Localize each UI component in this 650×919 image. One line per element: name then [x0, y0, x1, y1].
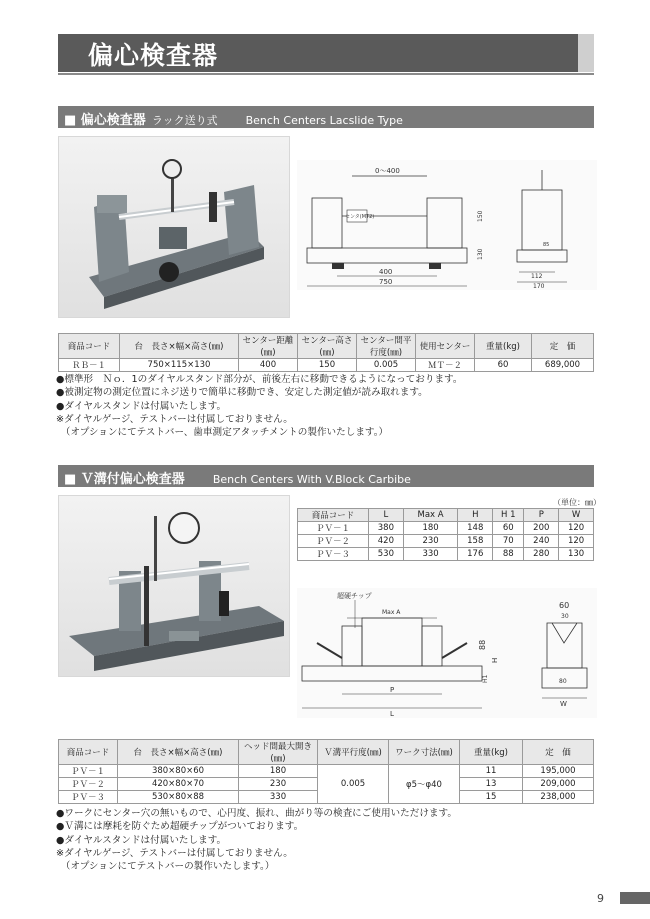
- bench-center-dimension-drawing: [297, 160, 597, 290]
- cell-h1: 88: [493, 548, 524, 561]
- label-h1: H1: [482, 674, 489, 683]
- section2-spec-table: [58, 739, 594, 804]
- cell-p: 240: [524, 535, 559, 548]
- note-line: ●ダイヤルスタンドは付属いたします。: [56, 834, 227, 846]
- label-80: 80: [559, 678, 567, 685]
- cell-head-gap: 180: [239, 765, 318, 778]
- header-center-used: 使用センター: [416, 334, 475, 359]
- cell-h1: 70: [493, 535, 524, 548]
- vblock-bench-center-photo: [58, 495, 290, 677]
- cell-center-height: 150: [298, 359, 357, 372]
- header-product-code: 商品コード: [59, 334, 120, 359]
- section1-english-title: Bench Centers Lacslide Type: [245, 114, 403, 127]
- bench-center-illustration: [59, 137, 289, 317]
- cell-center-distance: 400: [239, 359, 298, 372]
- bench-center-photo: [58, 136, 290, 318]
- header-product-code: 商品コード: [59, 740, 118, 765]
- cell-dimensions: 530×80×88: [118, 791, 239, 804]
- header-weight: 重量(kg): [475, 334, 532, 359]
- dim-400: 400: [379, 268, 393, 276]
- table-row: [59, 765, 594, 778]
- bench-center-drawing: [297, 160, 597, 290]
- dim-112: 112: [531, 273, 543, 280]
- header-dimensions: 台 長さ×幅×高さ(㎜): [118, 740, 239, 765]
- section2-title: ■ Ｖ溝付偏心検査器: [64, 472, 185, 487]
- note-line: ※ダイヤルゲージ、テストバーは付属しておりません。: [56, 413, 293, 425]
- header-p: P: [524, 509, 559, 522]
- vblock-dimension-drawing: [297, 588, 597, 718]
- cell-dimensions: 420×80×70: [118, 778, 239, 791]
- header-w: W: [559, 509, 594, 522]
- cell-w: 120: [559, 535, 594, 548]
- cell-h: 176: [458, 548, 493, 561]
- label-30: 30: [561, 613, 569, 620]
- header-dimensions: 台 長さ×幅×高さ(㎜): [120, 334, 239, 359]
- section2-dimension-table: [297, 508, 594, 561]
- cell-max-a: 180: [403, 522, 458, 535]
- section1-subtitle: ラック送り式: [151, 114, 218, 127]
- label-88: 88: [478, 639, 487, 650]
- table-header-row: [298, 509, 594, 522]
- header-h1: H 1: [493, 509, 524, 522]
- header-center-height: センター高さ(㎜): [298, 334, 357, 359]
- header-h: H: [458, 509, 493, 522]
- dim-130: 130: [477, 248, 484, 260]
- table-row: [59, 359, 594, 372]
- cell-work-size-merged: φ5～φ40: [389, 765, 460, 804]
- cell-price: 209,000: [523, 778, 594, 791]
- table-row: [298, 535, 594, 548]
- header-l: L: [369, 509, 404, 522]
- page-tab-marker: [620, 892, 650, 904]
- section2-notes: [56, 807, 457, 873]
- cell-dimensions: 750×115×130: [120, 359, 239, 372]
- label-center-mt2: センタ(MT2): [345, 214, 375, 220]
- cell-weight: 15: [460, 791, 523, 804]
- section1-title: ■ 偏心検査器: [64, 113, 146, 128]
- cell-l: 380: [369, 522, 404, 535]
- header-max-a: Max A: [403, 509, 458, 522]
- label-p: P: [390, 686, 395, 694]
- label-h: H: [491, 657, 499, 663]
- header-price: 定 価: [532, 334, 594, 359]
- cell-p: 280: [524, 548, 559, 561]
- cell-l: 530: [369, 548, 404, 561]
- cell-weight: 11: [460, 765, 523, 778]
- cell-code: ＰＶ－２: [59, 778, 118, 791]
- page-title: 偏心検査器: [88, 41, 219, 70]
- cell-l: 420: [369, 535, 404, 548]
- cell-h: 158: [458, 535, 493, 548]
- section1-notes: [56, 373, 462, 439]
- cell-product-code: ＲＢ－１: [59, 359, 120, 372]
- cell-parallelism-merged: 0.005: [318, 765, 389, 804]
- cell-h1: 60: [493, 522, 524, 535]
- note-line: ●標準形 Ｎｏ．1のダイヤルスタンド部分が、前後左右に移動できるようになっております。: [56, 374, 463, 385]
- label-w: W: [560, 700, 567, 708]
- label-60: 60: [559, 601, 570, 610]
- label-carbide-tip: 超硬チップ: [337, 592, 372, 600]
- table-header-row: [59, 334, 594, 359]
- table-header-row: [59, 740, 594, 765]
- label-max-a: Max A: [382, 609, 401, 616]
- cell-h: 148: [458, 522, 493, 535]
- cell-parallelism: 0.005: [357, 359, 416, 372]
- header-price: 定 価: [523, 740, 594, 765]
- header-center-distance: センター距離(㎜): [239, 334, 298, 359]
- cell-w: 120: [559, 522, 594, 535]
- cell-head-gap: 230: [239, 778, 318, 791]
- header-weight: 重量(kg): [460, 740, 523, 765]
- note-line: ※ダイヤルゲージ、テストバーは付属しておりません。: [56, 847, 293, 859]
- dim-85: 85: [543, 242, 550, 248]
- cell-code: ＰＶ－１: [59, 765, 118, 778]
- cell-dimensions: 380×80×60: [118, 765, 239, 778]
- note-line: ●ワークにセンター穴の無いもので、心円度、振れ、曲がり等の検査にご使用いただけます。: [56, 808, 457, 819]
- cell-weight: 13: [460, 778, 523, 791]
- cell-max-a: 230: [403, 535, 458, 548]
- table-row: [298, 522, 594, 535]
- dim-top: 0～400: [375, 167, 400, 175]
- header-product-code: 商品コード: [298, 509, 369, 522]
- table-row: [298, 548, 594, 561]
- dim-750: 750: [379, 278, 393, 286]
- cell-head-gap: 330: [239, 791, 318, 804]
- header-head-gap: ヘッド間最大開き(㎜): [239, 740, 318, 765]
- cell-code: ＰＶ－３: [298, 548, 369, 561]
- header-vgroove-parallelism: Ｖ溝平行度(㎜): [318, 740, 389, 765]
- vblock-drawing: [297, 588, 597, 718]
- cell-weight: 60: [475, 359, 532, 372]
- title-underline: [58, 73, 594, 75]
- title-bar-accent: [578, 34, 594, 72]
- cell-code: ＰＶ－１: [298, 522, 369, 535]
- cell-price: 238,000: [523, 791, 594, 804]
- header-parallelism: センター間平行度(㎜): [357, 334, 416, 359]
- section2-heading: [64, 468, 411, 487]
- header-work-size: ワーク寸法(㎜): [389, 740, 460, 765]
- note-line: ●Ｖ溝には摩耗を防ぐため超硬チップがついております。: [56, 821, 304, 833]
- note-line: ●ダイヤルスタンドは付属いたします。: [56, 400, 227, 412]
- cell-max-a: 330: [403, 548, 458, 561]
- vblock-illustration: [59, 496, 289, 676]
- section2-english-title: Bench Centers With V.Block Carbibe: [212, 473, 411, 486]
- dim-170: 170: [533, 283, 545, 290]
- cell-w: 130: [559, 548, 594, 561]
- cell-price: 689,000: [532, 359, 594, 372]
- cell-code: ＰＶ－３: [59, 791, 118, 804]
- unit-label: （単位：㎜）: [553, 498, 601, 507]
- note-line: （オプションにてテストバーの製作いたします。）: [56, 861, 275, 873]
- cell-p: 200: [524, 522, 559, 535]
- note-line: ●被測定物の測定位置にネジ送りで簡単に移動でき、安定した測定値が読み取れます。: [56, 387, 428, 399]
- dim-150: 150: [477, 210, 484, 222]
- section1-spec-table: [58, 333, 594, 372]
- section1-heading: [64, 109, 403, 128]
- label-l: L: [390, 710, 394, 718]
- cell-code: ＰＶ－２: [298, 535, 369, 548]
- page-number: 9: [597, 892, 604, 905]
- cell-center-used: ＭＴ－２: [416, 359, 475, 372]
- cell-price: 195,000: [523, 765, 594, 778]
- note-line: （オプションにてテストバー、歯車測定アタッチメントの製作いたします。）: [56, 427, 389, 439]
